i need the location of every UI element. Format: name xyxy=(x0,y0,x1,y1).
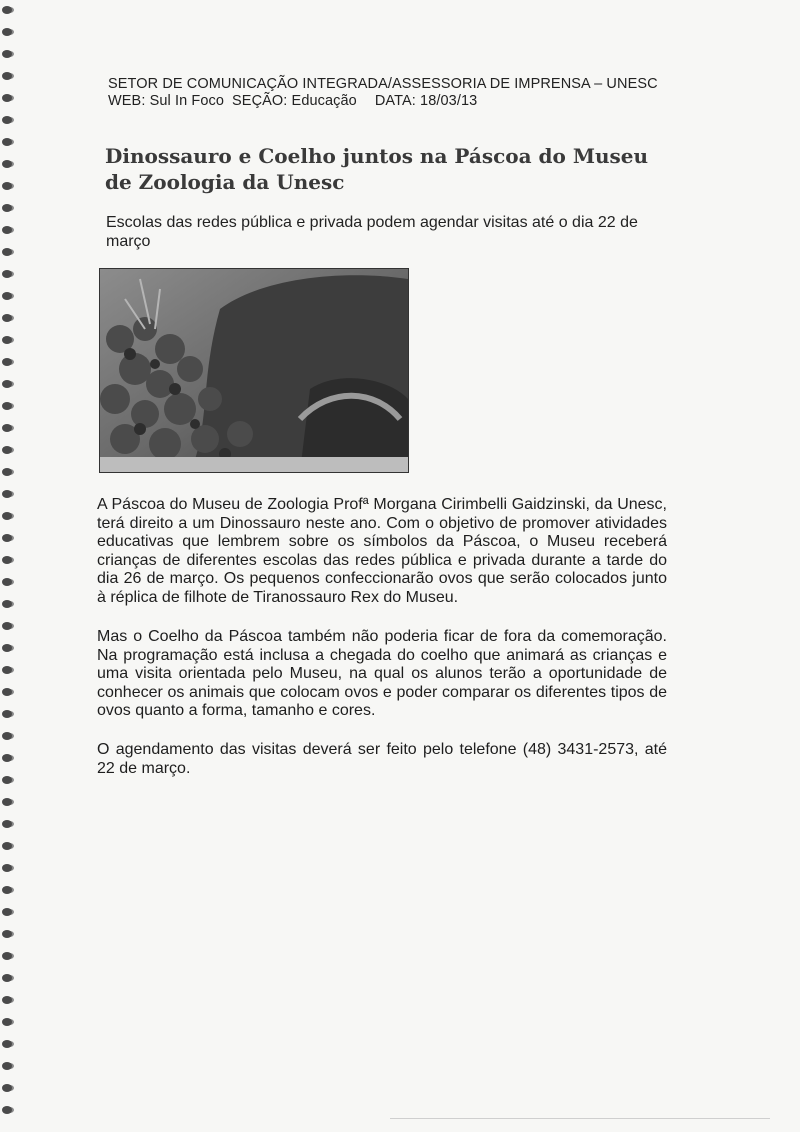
binding-hole xyxy=(2,666,12,674)
binding-hole xyxy=(2,908,12,916)
binding-hole xyxy=(2,28,12,36)
article-photo xyxy=(99,268,409,473)
binding-hole xyxy=(2,1018,12,1026)
header-meta xyxy=(108,93,477,109)
binding-hole xyxy=(2,952,12,960)
binding-hole xyxy=(2,776,12,784)
binding-hole xyxy=(2,50,12,58)
binding-hole xyxy=(2,996,12,1004)
binding-hole xyxy=(2,160,12,168)
binding-hole xyxy=(2,710,12,718)
binding-hole xyxy=(2,578,12,586)
binding-hole xyxy=(2,534,12,542)
binding-hole xyxy=(2,94,12,102)
header-date: DATA: 18/03/13 xyxy=(374,93,478,109)
binding-hole xyxy=(2,380,12,388)
binding-hole xyxy=(2,182,12,190)
header-web: WEB: Sul In Foco xyxy=(108,93,225,109)
binding-hole xyxy=(2,292,12,300)
header-section: SEÇÃO: Educação xyxy=(232,93,357,109)
binding-hole xyxy=(2,886,12,894)
binding-hole xyxy=(2,116,12,124)
binding-hole xyxy=(2,446,12,454)
binding-hole xyxy=(2,1084,12,1092)
spiral-binding xyxy=(0,0,26,1132)
binding-hole xyxy=(2,688,12,696)
binding-hole xyxy=(2,864,12,872)
photo-dinosaur-replica-image xyxy=(100,269,408,472)
binding-hole xyxy=(2,358,12,366)
binding-hole xyxy=(2,842,12,850)
binding-hole xyxy=(2,930,12,938)
binding-hole xyxy=(2,402,12,410)
binding-hole xyxy=(2,270,12,278)
article-paragraph-1: A Páscoa do Museu de Zoologia Profª Morgana Cirimbelli Gaidzinski, da Unesc, terá direito a um Dinossauro neste ano. Com o objetivo de promover atividades educativas que lembrem sobre os símbolos da Páscoa, o Museu receberá crianças de diferentes escolas das redes pública e privada durante a tarde do dia 26 de março. Os pequenos confeccionarão ovos que serão colocados junto à réplica de filhote de Tiranossauro Rex do Museu. xyxy=(97,496,667,606)
binding-hole xyxy=(2,72,12,80)
binding-hole xyxy=(2,512,12,520)
article-paragraph-3: O agendamento das visitas deverá ser feito pelo telefone (48) 3431-2573, até 22 de março. xyxy=(97,741,667,777)
binding-hole xyxy=(2,600,12,608)
binding-hole xyxy=(2,820,12,828)
binding-hole xyxy=(2,1062,12,1070)
binding-hole xyxy=(2,754,12,762)
binding-hole xyxy=(2,490,12,498)
binding-hole xyxy=(2,644,12,652)
binding-hole xyxy=(2,6,12,14)
scan-edge-line xyxy=(390,1118,770,1119)
article-subtitle: Escolas das redes pública e privada podem agendar visitas até o dia 22 de março xyxy=(106,214,638,250)
article-title: Dinossauro e Coelho juntos na Páscoa do Museu de Zoologia da Unesc xyxy=(105,144,649,194)
binding-hole xyxy=(2,336,12,344)
binding-hole xyxy=(2,468,12,476)
header-department: SETOR DE COMUNICAÇÃO INTEGRADA/ASSESSORIA DE IMPRENSA – UNESC xyxy=(108,76,658,92)
binding-hole xyxy=(2,974,12,982)
binding-hole xyxy=(2,556,12,564)
binding-hole xyxy=(2,314,12,322)
binding-hole xyxy=(2,248,12,256)
binding-hole xyxy=(2,798,12,806)
binding-hole xyxy=(2,1106,12,1114)
binding-hole xyxy=(2,622,12,630)
binding-hole xyxy=(2,226,12,234)
binding-hole xyxy=(2,138,12,146)
binding-hole xyxy=(2,204,12,212)
binding-hole xyxy=(2,1040,12,1048)
binding-hole xyxy=(2,424,12,432)
article-paragraph-2: Mas o Coelho da Páscoa também não poderia ficar de fora da comemoração. Na programação está inclusa a chegada do coelho que animará as crianças e uma visita orientada pelo Museu, na qual os alunos terão a oportunidade de conhecer os animais que colocam ovos e poder comparar os diferentes tipos de ovos quanto a forma, tamanho e cores. xyxy=(97,628,667,720)
binding-hole xyxy=(2,732,12,740)
